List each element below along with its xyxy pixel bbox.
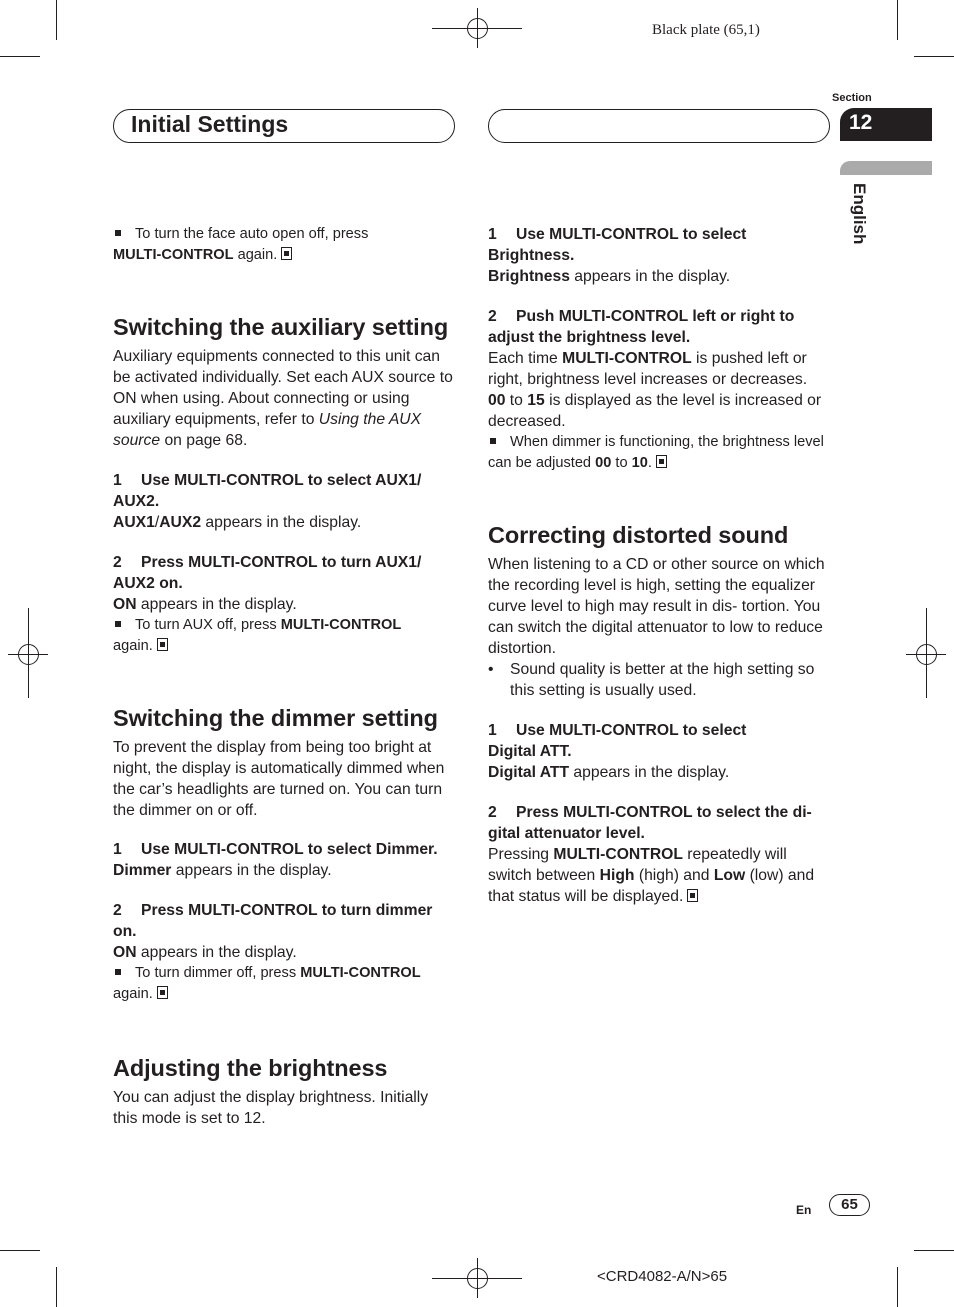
text: appears in the display. (136, 944, 297, 961)
crop-mark (0, 56, 40, 57)
body-text: Auxiliary equipments connected to this unit can be activated individually. Set each AUX source to ON when using. About connecting or using auxiliary equipments, refer to (113, 348, 453, 428)
end-mark-icon (281, 247, 292, 260)
step-text: Use MULTI-CONTROL to select Dimmer. (141, 841, 438, 858)
note-text: again. (113, 986, 153, 1002)
brightness-step2-body (488, 348, 830, 432)
step-number: 2 (488, 308, 497, 325)
body-ref: Using the AUX source (113, 411, 422, 449)
footer-code: <CRD4082-A/N>65 (597, 1268, 728, 1285)
heading-brightness: Adjusting the brightness (113, 1055, 388, 1081)
header-title-box (113, 109, 455, 143)
square-bullet-icon (115, 969, 121, 975)
text: (high) and (634, 867, 714, 884)
crop-mark (897, 0, 898, 40)
step-number: 1 (113, 841, 122, 858)
text: appears in the display. (171, 862, 332, 879)
text: to (505, 392, 528, 409)
bullet-dot: • (488, 661, 494, 678)
section-number-badge: 12 (840, 108, 932, 141)
step-text: Press MULTI-CONTROL to select the di- gital attenuator level. (488, 804, 812, 842)
crop-mark (897, 1267, 898, 1307)
note-text-bold: MULTI-CONTROL (280, 617, 402, 633)
note-text: To turn dimmer off, press (135, 965, 301, 981)
end-mark-icon (157, 638, 168, 651)
aux-step1 (113, 470, 455, 512)
dimmer-step2-result (113, 942, 455, 963)
heading-dimmer: Switching the dimmer setting (113, 705, 438, 731)
text: / (154, 514, 160, 531)
display-term: Digital ATT (488, 764, 570, 781)
step-number: 2 (488, 804, 497, 821)
end-mark-icon (656, 455, 667, 468)
display-term: AUX2 (159, 514, 202, 531)
note-text: to (611, 455, 632, 471)
step-number: 1 (488, 722, 497, 739)
aux-step2 (113, 552, 455, 594)
note-text: again. (237, 247, 278, 263)
header-empty-box (488, 109, 830, 143)
text: (low) and that status will be displayed. (488, 867, 815, 905)
text: repeatedly will switch between (488, 846, 787, 884)
text: is pushed left or right, brightness level increases or decreases. (488, 350, 808, 388)
text: appears in the display. (136, 596, 297, 613)
note-text: When dimmer is functioning, the brightness level can be adjusted (488, 434, 824, 471)
crop-mark (56, 1267, 57, 1307)
brightness-step1 (488, 224, 830, 266)
display-term: High (599, 867, 635, 884)
heading-aux: Switching the auxiliary setting (113, 314, 449, 340)
language-tab: English (850, 183, 869, 245)
crop-mark (56, 0, 57, 40)
body-text: on page 68. (160, 432, 248, 449)
distort-step2-body (488, 844, 830, 907)
brightness-body: You can adjust the display brightness. Initially this mode is set to 12. (113, 1089, 429, 1127)
end-mark-icon (157, 986, 168, 999)
step-text: Press MULTI-CONTROL to turn AUX1/ AUX2 on. (113, 554, 422, 592)
display-term: 15 (527, 392, 545, 409)
distort-bullet (488, 659, 830, 701)
step-number: 2 (113, 554, 122, 571)
square-bullet-icon (490, 438, 496, 444)
note-text: To turn AUX off, press (135, 617, 281, 633)
aux-note (113, 615, 455, 657)
step-text: Use MULTI-CONTROL to select AUX1/ AUX2. (113, 472, 422, 510)
note-text: To turn the face auto open off, press (135, 226, 369, 242)
note-text-bold: 00 (595, 455, 612, 471)
display-term: Brightness (488, 268, 570, 285)
dimmer-step1 (113, 839, 455, 860)
dimmer-body: To prevent the display from being too bright at night, the display is automatically dimmed when the car’s headlights are turned on. You can turn the dimmer on or off. (113, 739, 445, 819)
aux-step1-result (113, 512, 455, 533)
aux-step2-result (113, 594, 455, 615)
crop-mark (0, 1250, 40, 1251)
step-text: Press MULTI-CONTROL to turn dimmer on. (113, 902, 433, 940)
intro-note (113, 224, 455, 266)
brightness-note (488, 432, 830, 474)
display-term: Low (713, 867, 746, 884)
crop-mark (914, 1250, 954, 1251)
plate-label: Black plate (65,1) (652, 22, 760, 38)
text: appears in the display. (201, 514, 362, 531)
bullet-text: Sound quality is better at the high setting so this setting is usually used. (510, 661, 815, 699)
dimmer-step1-result (113, 860, 455, 881)
step-text: Digital ATT. (488, 743, 572, 760)
display-term: AUX1 (113, 514, 155, 531)
note-text-bold: MULTI-CONTROL (113, 247, 234, 263)
note-text-bold: 10 (631, 455, 648, 471)
end-mark-icon (687, 889, 698, 902)
page-number: 65 (829, 1194, 870, 1216)
text: appears in the display. (569, 268, 731, 285)
aux-body (113, 346, 455, 451)
text: Pressing (488, 846, 554, 863)
dimmer-step2 (113, 900, 455, 942)
display-term: Dimmer (113, 862, 172, 879)
section-label: Section (832, 92, 872, 104)
display-term: ON (113, 944, 137, 961)
brightness-step1-result (488, 266, 830, 287)
distort-body: When listening to a CD or other source on which the recording level is high, setting the equalizer curve level to high may result in dis- tortion. You can switch the digital attenuator to low to reduce distortion. (488, 556, 825, 657)
note-text: . (647, 455, 652, 471)
text: appears in the display. (569, 764, 730, 781)
step-text: Push MULTI-CONTROL left or right to adjust the brightness level. (488, 308, 795, 346)
distort-step1 (488, 720, 830, 762)
right-column (488, 224, 830, 907)
crop-mark (914, 56, 954, 57)
section-gray-bar (840, 161, 932, 175)
dimmer-note (113, 963, 455, 1005)
step-text: Use MULTI-CONTROL to select Brightness. (488, 226, 747, 264)
step-number: 1 (113, 472, 122, 489)
page-title: Initial Settings (131, 111, 289, 137)
step-number: 2 (113, 902, 122, 919)
display-term: MULTI-CONTROL (553, 846, 683, 863)
distort-step1-result (488, 762, 830, 783)
text: is displayed as the level is increased or decreased. (488, 392, 822, 430)
page-lang-code: En (796, 1203, 812, 1217)
step-number: 1 (488, 226, 497, 243)
distort-step2 (488, 802, 830, 844)
left-column (113, 224, 455, 1129)
note-text: again. (113, 638, 153, 654)
display-term: 00 (488, 392, 506, 409)
brightness-step2 (488, 306, 830, 348)
text: Each time (488, 350, 563, 367)
heading-distort: Correcting distorted sound (488, 522, 789, 548)
square-bullet-icon (115, 230, 121, 236)
note-text-bold: MULTI-CONTROL (300, 965, 421, 981)
square-bullet-icon (115, 621, 121, 627)
display-term: ON (113, 596, 137, 613)
step-text: Use MULTI-CONTROL to select (516, 722, 747, 739)
display-term: MULTI-CONTROL (562, 350, 692, 367)
